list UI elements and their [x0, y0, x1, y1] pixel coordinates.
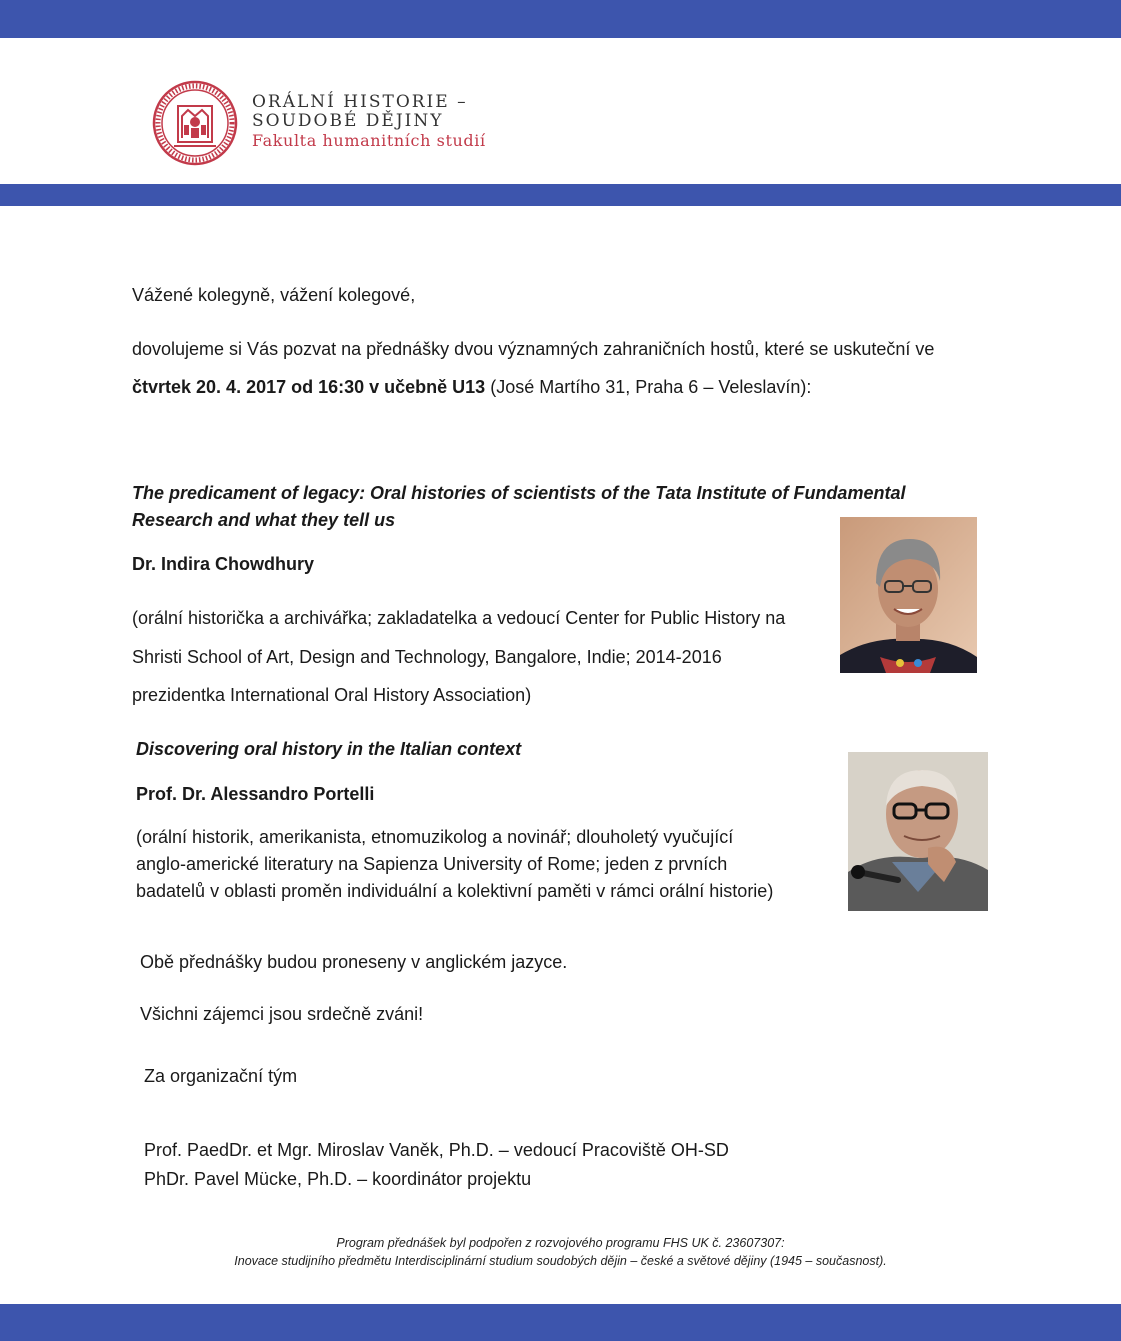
talk-2-bio-line3: badatelů v oblasti proměn individuální a kolektivní paměti v rámci orální historie)	[136, 881, 774, 901]
logo-faculty-name: Fakulta humanitních studií	[252, 131, 486, 150]
speaker-2-photo	[848, 752, 988, 911]
intro-text: dovolujeme si Vás pozvat na přednášky dvou významných zahraničních hostů, které se uskuteční ve	[132, 339, 935, 359]
signatory-2: PhDr. Pavel Mücke, Ph.D. – koordinátor projektu	[144, 1169, 532, 1189]
speaker-1-photo	[840, 517, 977, 673]
event-date-room: čtvrtek 20. 4. 2017 od 16:30 v učebně U13	[132, 377, 486, 397]
top-band	[0, 0, 1121, 38]
portrait-photo-icon	[848, 752, 988, 911]
greeting: Vážené kolegyně, vážení kolegové,	[132, 285, 416, 305]
funding-note-line2: Inovace studijního předmětu Interdisciplinární studium soudobých dějin – české a světové dějiny (1945 – současnost).	[234, 1254, 887, 1268]
university-seal-icon	[152, 80, 238, 166]
talk-1-bio-line3: prezidentka International Oral History Association)	[132, 685, 532, 705]
signatory-1: Prof. PaedDr. et Mgr. Miroslav Vaněk, Ph.D. – vedoucí Pracoviště OH-SD	[144, 1140, 729, 1160]
signoff: Za organizační tým	[144, 1066, 298, 1086]
talk-1-title: The predicament of legacy: Oral histories of scientists of the Tata Institute of Fundamental Research and what they tell us	[132, 483, 906, 530]
talk-2-title: Discovering oral history in the Italian context	[136, 739, 522, 759]
talk-1-speaker: Dr. Indira Chowdhury	[132, 554, 315, 574]
header-bottom-band	[0, 184, 1121, 206]
talk-2-bio-line2: anglo-americké literatury na Sapienza University of Rome; jeden z prvních	[136, 854, 728, 874]
talk-2-bio-line1: (orální historik, amerikanista, etnomuzikolog a novinář; dlouholetý vyučující	[136, 827, 734, 847]
event-address: (José Martího 31, Praha 6 – Veleslavín):	[485, 377, 812, 397]
logo-title-line1: ORÁLNÍ HISTORIE –	[252, 92, 468, 112]
funding-note-line1: Program přednášek byl podpořen z rozvojového programu FHS UK č. 23607307:	[336, 1236, 785, 1250]
portrait-photo-icon	[840, 517, 977, 673]
talk-2-speaker: Prof. Dr. Alessandro Portelli	[136, 784, 375, 804]
logo-title-line2: SOUDOBÉ DĚJINY	[252, 111, 444, 131]
language-note: Obě přednášky budou proneseny v anglickém jazyce.	[140, 952, 568, 972]
talk-1-bio-line1: (orální historička a archivářka; zakladatelka a vedoucí Center for Public History na	[132, 608, 786, 628]
event-details	[132, 376, 811, 398]
talk-1-bio-line2: Shristi School of Art, Design and Technology, Bangalore, Indie; 2014-2016	[132, 647, 722, 667]
bottom-band	[0, 1304, 1121, 1341]
welcome-note: Všichni zájemci jsou srdečně zváni!	[140, 1004, 424, 1024]
